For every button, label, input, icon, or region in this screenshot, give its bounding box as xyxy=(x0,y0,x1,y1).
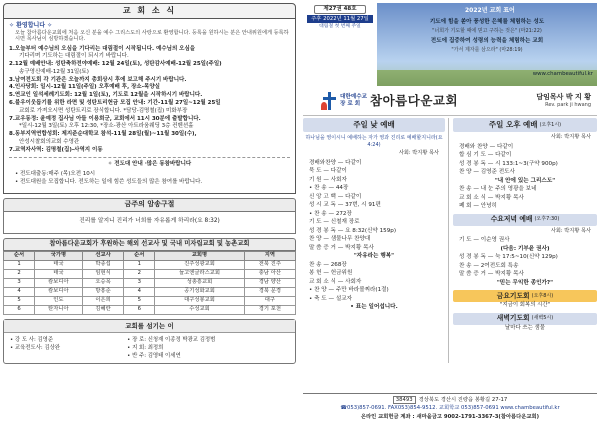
pastor-info xyxy=(536,93,591,108)
table-row xyxy=(4,269,296,278)
table-cell: 인도 xyxy=(35,296,83,305)
table-cell: 오승목 xyxy=(82,278,123,287)
pastor-name: 담임목사 박 지 황 xyxy=(536,93,591,101)
evangelism-title: ✧ 전도대 안내 ·많은 동참바랍니다 xyxy=(107,160,192,167)
table-cell: 6 xyxy=(124,305,155,314)
server-line: • 강 도 사: 김영준 xyxy=(10,336,54,343)
order-item: • 축 도 — 설교자 xyxy=(309,295,353,302)
service-leader: 사회: 박지황 목사 xyxy=(398,150,439,156)
missions-column-header: 선교사 xyxy=(82,251,123,260)
order-item: "믿는 무익한 종인가?" xyxy=(496,279,554,286)
order-item: • 표는 일어섭니다. xyxy=(350,304,398,310)
motto-line-2: 전도에 집중하여 성령의 능력을 체험하는 교회 xyxy=(430,38,544,44)
friday-prayer-title: 금요기도회 (오후8시) xyxy=(453,290,597,302)
order-item: (다음: 기부윤 권사) xyxy=(500,245,550,252)
order-item: 경배와찬양 — 다같이 xyxy=(309,159,362,166)
issue-date: 주후 2022년 11월 27일 xyxy=(307,15,373,24)
service-order xyxy=(453,236,597,287)
missions-title: 참아름다운교회가 후원하는 해외 선교사 및 국내 미자립교회 및 농촌교회 xyxy=(3,238,296,251)
evangelism-line: • 전도대원을 모집합니다. 전도하는 일에 힘쓴 성도들의 많은 참여를 바랍니다. xyxy=(15,178,203,185)
order-item: 합 심 기 도 — 다같이 xyxy=(459,152,512,158)
table-cell: 경남 양산 xyxy=(244,278,295,287)
footer-contact: ☎053)857-0691. FAX053)854-9512. 교회학교 053)857-0691 www.chambeautiful.kr xyxy=(340,405,560,412)
order-item: 성 경 봉 독 — 요 8:32(신약 159p) xyxy=(309,227,397,234)
footer-address: 38493 경상북도 경산시 진량읍 봉황길 27-17 xyxy=(303,396,597,404)
news-item: 5.연교인 일석세례기도회: 12월 1일(토), 기도로 12월을 시작하시기 바랍니다. xyxy=(9,92,203,99)
table-cell: 경기 포천 xyxy=(244,305,295,314)
table-cell: 5 xyxy=(124,296,155,305)
servers-title: 교회를 섬기는 이 xyxy=(4,320,295,333)
table-cell: 경북 문경 xyxy=(244,287,295,296)
order-item: 찬 송 — 내 눈 주의 영광을 보네 xyxy=(459,186,537,192)
table-cell: 박종섭 xyxy=(82,260,123,269)
table-cell: 1 xyxy=(124,260,155,269)
news-list xyxy=(9,46,290,155)
table-cell: 대구 xyxy=(244,296,295,305)
welcome-text: 오늘 참아름다운교회에 처음 오신 분을 예수 그리스도의 사랑으로 환영합니다. 등록을 원하시는 분은 안내위원에게 등록하시면 목사님이 심방하겠습니다. xyxy=(15,29,289,42)
table-cell: 탄자니아 xyxy=(35,305,83,314)
wednesday-service-title: 수요저녁 예배 (오후7:30) xyxy=(453,214,597,226)
server-line: • 지 회: 최정희 xyxy=(127,344,164,351)
table-cell: 3 xyxy=(124,278,155,287)
news-item: 4.인사당회: 일시-12월 11일(주일) 오후예배 후, 장소-목양실 xyxy=(9,84,160,91)
table-cell: 성총흥교회 xyxy=(155,278,244,287)
news-item: 8.동부지역연합성회: 제지준순대학교 참석-11월 28일(월)~11월 30일(수), xyxy=(9,131,197,138)
table-row xyxy=(4,287,296,296)
pastor-name-en: Rev. park ji hwang xyxy=(545,101,591,108)
morning-service xyxy=(303,118,449,363)
news-item: 기다리며 기도하는 대림절이 되시기 바랍니다. xyxy=(19,53,129,60)
order-item: 기 원 — 사회자 xyxy=(309,176,347,183)
table-cell: 충남 아산 xyxy=(244,269,295,278)
table-cell: 3 xyxy=(4,278,35,287)
church-logo-icon xyxy=(321,92,337,110)
missions-column-header: 국가명 xyxy=(35,251,83,260)
order-item: • 찬 양 — 주만 바라볼찌라(1절) xyxy=(309,287,389,293)
table-cell: 캄보디아 xyxy=(35,278,83,287)
order-item: 기 도 — 이순영 권사 xyxy=(459,237,510,243)
welcome-title: ✧ 환영합니다 ✧ xyxy=(9,22,53,29)
server-line: • 반 주: 김영태 이세연 xyxy=(127,352,181,359)
missions-column-header: 순서 xyxy=(124,251,155,260)
news-item: 6.불우이웃돕기를 위한 라면 및 성탄트리헌금 모집 안내: 기간-11월 27일~12월 25일 xyxy=(9,100,221,107)
afternoon-service-title: 주일 오후 예배 (오후1시) xyxy=(453,118,597,132)
missions-column-header: 교회명 xyxy=(155,251,244,260)
order-item: • 찬 송 — 272장 xyxy=(309,210,352,217)
volume-number: 제27권 48호 xyxy=(314,5,365,14)
order-item: 기 도 — 신철재 장로 xyxy=(309,219,360,225)
motto-ref-2: "가서 제자를 삼으라" (마28:19) xyxy=(451,47,523,53)
order-item: 묵 도 — 다같이 xyxy=(309,168,347,174)
table-cell: 대구성봉교회 xyxy=(155,296,244,305)
news-item: 7.교역자사역: 김명철(집)-사역지 이동 xyxy=(9,146,103,153)
news-item: *일시-12월 3일(토) 오후 12:30, *장소-광산 아트라움웨딩 3층 컨벤션홀 xyxy=(19,123,194,130)
missions-column-header: 지역 xyxy=(244,251,295,260)
dawn-prayer-title: 새벽기도회 (새벽5시) xyxy=(453,313,597,325)
order-item: 성 경 봉 독 — 눅 17:5~10(신약 129p) xyxy=(459,254,558,260)
order-item: 성 시 교 독 — 37번, 시 91편 xyxy=(309,202,381,208)
morning-service-title: 주일 낮 예배 xyxy=(303,118,445,132)
table-cell: 진주성광교회 xyxy=(155,260,244,269)
order-item: 봉 헌 — 헌금위원 xyxy=(309,270,353,276)
server-line: • 교육전도사: 김상완 xyxy=(10,344,61,351)
missions-column-header: 순서 xyxy=(4,251,35,260)
news-item: 송구영신예배-12월 31일(토) xyxy=(19,68,89,75)
church-news-panel xyxy=(3,3,296,421)
table-cell: 전북 진주 xyxy=(244,260,295,269)
servers-box xyxy=(3,319,296,364)
table-cell: 2 xyxy=(124,269,155,278)
order-item: 교 회 소 식 — 사회자 xyxy=(309,278,362,285)
service-order xyxy=(453,143,597,211)
footer-account: 온라인 교회헌금 계좌 : 새마을금고 9002-1791-3367-3(참아름다운교회) xyxy=(360,413,540,420)
news-item: 안성시찰회의교회 수영관 xyxy=(19,139,80,146)
friday-prayer-text: "지금이 회복의 시간" xyxy=(499,302,551,308)
order-item: 교 회 소 식 — 박지황 목사 xyxy=(459,194,524,201)
table-cell: 방흥준 xyxy=(82,287,123,296)
website-url[interactable]: www.chambeautiful.kr xyxy=(532,71,593,78)
footer xyxy=(303,393,597,421)
order-item: 말 씀 증 거 — 박지황 목사 xyxy=(459,271,524,277)
news-item: 7.교우동정: 윤예정 집사님 아들 이용희군, 교회에서 11시 30분에 출발합니다. xyxy=(9,115,201,122)
table-cell: 김혜란 xyxy=(82,305,123,314)
order-item: 찬 송 — 268장 xyxy=(309,261,347,268)
table-cell: 캄보디아 xyxy=(35,287,83,296)
table-cell: 늘고엔글라스교회 xyxy=(155,269,244,278)
table-cell: 4 xyxy=(124,287,155,296)
other-services xyxy=(449,118,597,363)
church-title-row xyxy=(303,86,597,116)
order-item: 경배와 찬양 — 다같이 xyxy=(459,143,514,150)
order-item: 폐 회 — 안녕히 xyxy=(459,203,497,209)
service-order xyxy=(303,159,445,312)
news-item: 2.12월 예배안내: 성탄축하전야예배: 12월 24일(토), 성탄감사예배-12월 25일(주일) xyxy=(9,61,222,68)
dawn-prayer-text: 날마다 쓰는 샘물 xyxy=(505,324,545,331)
table-cell: 태국 xyxy=(35,260,83,269)
server-line: • 장 로: 신청재 이종정 박광교 김정범 xyxy=(127,336,216,343)
order-item: 말 씀 증 거 — 박지황 목사 xyxy=(309,244,374,251)
table-cell: 1 xyxy=(4,260,35,269)
evangelism-section xyxy=(9,157,290,190)
denomination: 대한예수교 장 로 회 xyxy=(340,94,368,107)
news-box xyxy=(3,19,296,194)
order-item: 찬 송 — 2여전도회 특송 xyxy=(459,262,519,269)
table-cell: 6 xyxy=(4,305,35,314)
table-cell: 이은희 xyxy=(82,296,123,305)
church-name: 참아름다운교회 xyxy=(370,92,459,108)
table-cell: 5 xyxy=(4,296,35,305)
service-leader: 사회: 박지황 목사 xyxy=(550,227,591,234)
order-item: 찬 양 — 김영준 전도사 xyxy=(459,169,515,175)
motto-line-1: 기도에 힘을 쏟아 풍성한 은혜를 체험하는 성도 xyxy=(429,19,545,25)
news-item: 교회로 가져오시면 성탄트리로 장식합니다. *담당-김명철(집) 미화부장 xyxy=(19,107,188,114)
verse-text: 진리를 알지니 진리가 너희를 자유롭게 하리라(요 8:32) xyxy=(3,212,296,234)
order-item: "내 안에 있는 그리스도" xyxy=(494,177,556,184)
verse-title: 금주의 암송구절 xyxy=(3,198,296,212)
news-item: 1.오늘부터 예수님의 오심을 기다리는 대림절이 시작됩니다. 예수님의 오심을 xyxy=(9,45,196,52)
news-item: 3.남여전도회 각 기관은 오늘까지 총회상시 후에 보고해 주시기 바랍니다. xyxy=(9,76,187,83)
missions-table xyxy=(3,251,296,315)
table-row xyxy=(4,260,296,269)
order-item: "자유라는 행복" xyxy=(353,253,395,259)
table-row xyxy=(4,278,296,287)
memory-verse: 하나님을 영이시니 예배하는 자가 영과 진리로 예배할지니라(요4:24) xyxy=(305,135,443,148)
bulletin-cover xyxy=(303,3,597,421)
table-cell: 4 xyxy=(4,287,35,296)
table-row xyxy=(4,305,296,314)
table-cell: 2 xyxy=(4,269,35,278)
order-item: 신 앙 고 백 — 다같이 xyxy=(309,193,362,200)
order-item: 성 경 봉 독 — 시 133:1~3(구약 900p) xyxy=(459,160,558,167)
order-item: 찬 양 — 샘물나무 찬양대 xyxy=(309,236,371,242)
news-header: 교 회 소 식 xyxy=(3,3,296,19)
table-row xyxy=(4,296,296,305)
table-cell: 태국 xyxy=(35,269,83,278)
liturgical-day: 대림절 첫 번째 주일 xyxy=(319,24,361,30)
motto-ref-1: "너희가 기도할 때에 믿고 구하는 것은" (마21:22) xyxy=(432,28,542,34)
order-item: • 찬 송 — 44장 xyxy=(309,185,349,191)
motto-year-title: 2022년 교회 표어 xyxy=(465,7,515,14)
table-cell: 수성교회 xyxy=(155,305,244,314)
evangelism-line: • 전도대출동:매주 (목)오전 10시 xyxy=(15,170,96,177)
table-cell: 공기성화교회 xyxy=(155,287,244,296)
table-cell: 임현식 xyxy=(82,269,123,278)
service-leader: 사회: 박지황 목사 xyxy=(550,134,591,140)
